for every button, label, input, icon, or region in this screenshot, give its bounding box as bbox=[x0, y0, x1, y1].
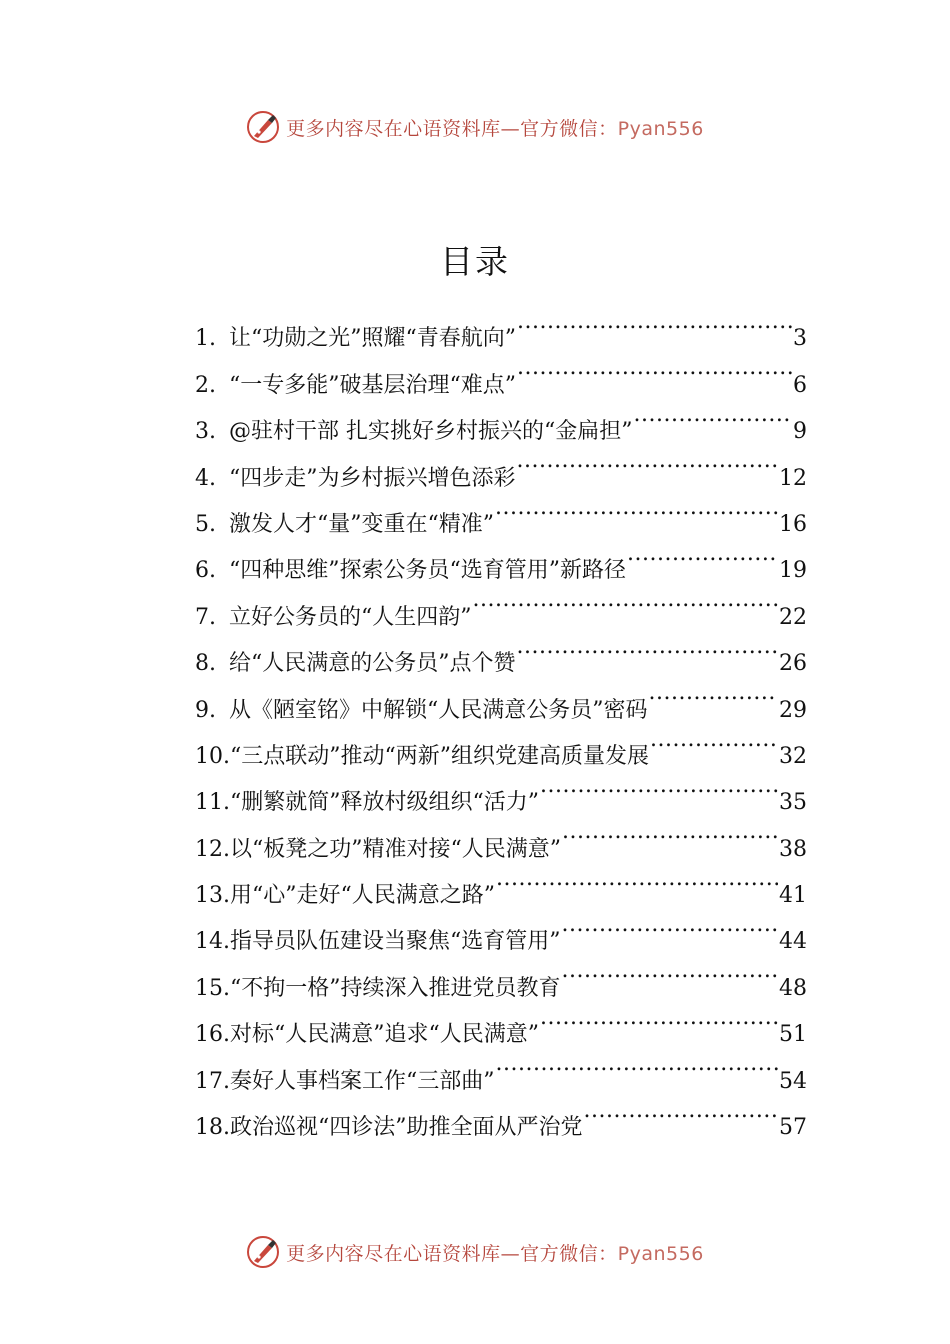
toc-title: 指导员队伍建设当聚焦“选育管用” bbox=[230, 929, 561, 955]
toc-title: “四步走”为乡村振兴增色添彩 bbox=[229, 465, 516, 491]
toc-number: 1. bbox=[195, 326, 216, 352]
toc-number: 8. bbox=[195, 651, 216, 677]
toc-number: 16. bbox=[195, 1022, 230, 1048]
toc-page: 51 bbox=[779, 1022, 807, 1048]
table-of-contents bbox=[195, 299, 807, 1141]
toc-title: “不拘一格”持续深入推进党员教育 bbox=[230, 975, 561, 1001]
toc-leader-dots bbox=[517, 438, 779, 484]
toc-number: 17. bbox=[195, 1068, 230, 1094]
wechat-id: Pyan556 bbox=[617, 1242, 704, 1265]
toc-leader-dots bbox=[634, 392, 793, 438]
toc-title: “四种思维”探索公务员“选育管用”新路径 bbox=[229, 558, 626, 584]
toc-leader-dots bbox=[540, 995, 778, 1041]
banner-text: 更多内容尽在心语资料库—官方微信：Pyan556 bbox=[286, 117, 704, 140]
toc-page: 19 bbox=[779, 558, 807, 584]
toc-leader-dots bbox=[562, 948, 779, 994]
toc-title: 以“板凳之功”精准对接“人民满意” bbox=[230, 836, 561, 862]
toc-title: 奏好人事档案工作“三部曲” bbox=[230, 1068, 495, 1094]
toc-number: 12. bbox=[195, 836, 230, 862]
toc-leader-dots bbox=[495, 485, 778, 531]
toc-number: 18. bbox=[195, 1115, 230, 1141]
toc-page: 9 bbox=[793, 419, 807, 445]
toc-title: 激发人才“量”变重在“精准” bbox=[229, 511, 494, 537]
toc-page: 6 bbox=[793, 372, 807, 398]
toc-title: 立好公务员的“人生四韵” bbox=[229, 604, 472, 630]
toc-page: 38 bbox=[779, 836, 807, 862]
toc-number: 13. bbox=[195, 883, 230, 909]
toc-number: 15. bbox=[195, 975, 230, 1001]
wechat-id: Pyan556 bbox=[617, 117, 704, 140]
fountain-pen-logo-icon bbox=[246, 110, 280, 144]
toc-page: 41 bbox=[779, 883, 807, 909]
toc-number: 5. bbox=[195, 511, 216, 537]
toc-page: 3 bbox=[793, 326, 807, 352]
toc-page: 12 bbox=[779, 465, 807, 491]
toc-number: 10. bbox=[195, 743, 230, 769]
toc-page: 48 bbox=[779, 975, 807, 1001]
toc-title: 对标“人民满意”追求“人民满意” bbox=[230, 1022, 539, 1048]
toc-leader-dots bbox=[517, 624, 779, 670]
fountain-pen-logo-icon bbox=[246, 1235, 280, 1269]
toc-leader-dots bbox=[517, 345, 792, 391]
toc-leader-dots bbox=[496, 856, 778, 902]
toc-number: 11. bbox=[195, 790, 230, 816]
toc-leader-dots bbox=[562, 902, 779, 948]
page-title: 目录 bbox=[440, 242, 510, 281]
toc-title: “三点联动”推动“两新”组织党建高质量发展 bbox=[230, 743, 649, 769]
toc-page: 16 bbox=[779, 511, 807, 537]
toc-number: 7. bbox=[195, 604, 216, 630]
banner-text: 更多内容尽在心语资料库—官方微信：Pyan556 bbox=[286, 1242, 704, 1265]
toc-page: 29 bbox=[779, 697, 807, 723]
footer-banner bbox=[0, 1230, 950, 1274]
toc-title: 让“功勋之光”照耀“青春航向” bbox=[229, 326, 516, 352]
toc-leader-dots bbox=[562, 809, 778, 855]
toc-page: 32 bbox=[779, 743, 807, 769]
toc-title: “一专多能”破基层治理“难点” bbox=[229, 372, 516, 398]
toc-number: 14. bbox=[195, 929, 230, 955]
toc-number: 9. bbox=[195, 697, 216, 723]
toc-leader-dots bbox=[473, 577, 779, 623]
toc-title: 用“心”走好“人民满意之路” bbox=[230, 883, 495, 909]
toc-number: 6. bbox=[195, 558, 216, 584]
toc-leader-dots bbox=[649, 670, 779, 716]
toc-leader-dots bbox=[517, 299, 792, 345]
toc-leader-dots bbox=[627, 531, 778, 577]
toc-leader-dots bbox=[496, 1041, 779, 1087]
toc-page: 35 bbox=[779, 790, 807, 816]
toc-title: 政治巡视“四诊法”助推全面从严治党 bbox=[230, 1115, 583, 1141]
toc-number: 3. bbox=[195, 419, 216, 445]
toc-page: 26 bbox=[779, 651, 807, 677]
toc-leader-dots bbox=[540, 763, 778, 809]
toc-page: 54 bbox=[779, 1068, 807, 1094]
header-banner bbox=[0, 105, 950, 149]
toc-title: 给“人民满意的公务员”点个赞 bbox=[229, 651, 516, 677]
toc-title: 从《陋室铭》中解锁“人民满意公务员”密码 bbox=[229, 697, 648, 723]
toc-leader-dots bbox=[650, 717, 778, 763]
toc-number: 4. bbox=[195, 465, 216, 491]
toc-item[interactable] bbox=[195, 299, 807, 352]
toc-page: 57 bbox=[779, 1115, 807, 1141]
toc-page: 22 bbox=[779, 604, 807, 630]
toc-leader-dots bbox=[584, 1088, 779, 1134]
toc-title: @驻村干部 扎实挑好乡村振兴的“金扁担” bbox=[229, 419, 633, 445]
toc-title: “删繁就简”释放村级组织“活力” bbox=[230, 790, 539, 816]
toc-number: 2. bbox=[195, 372, 216, 398]
toc-page: 44 bbox=[779, 929, 807, 955]
